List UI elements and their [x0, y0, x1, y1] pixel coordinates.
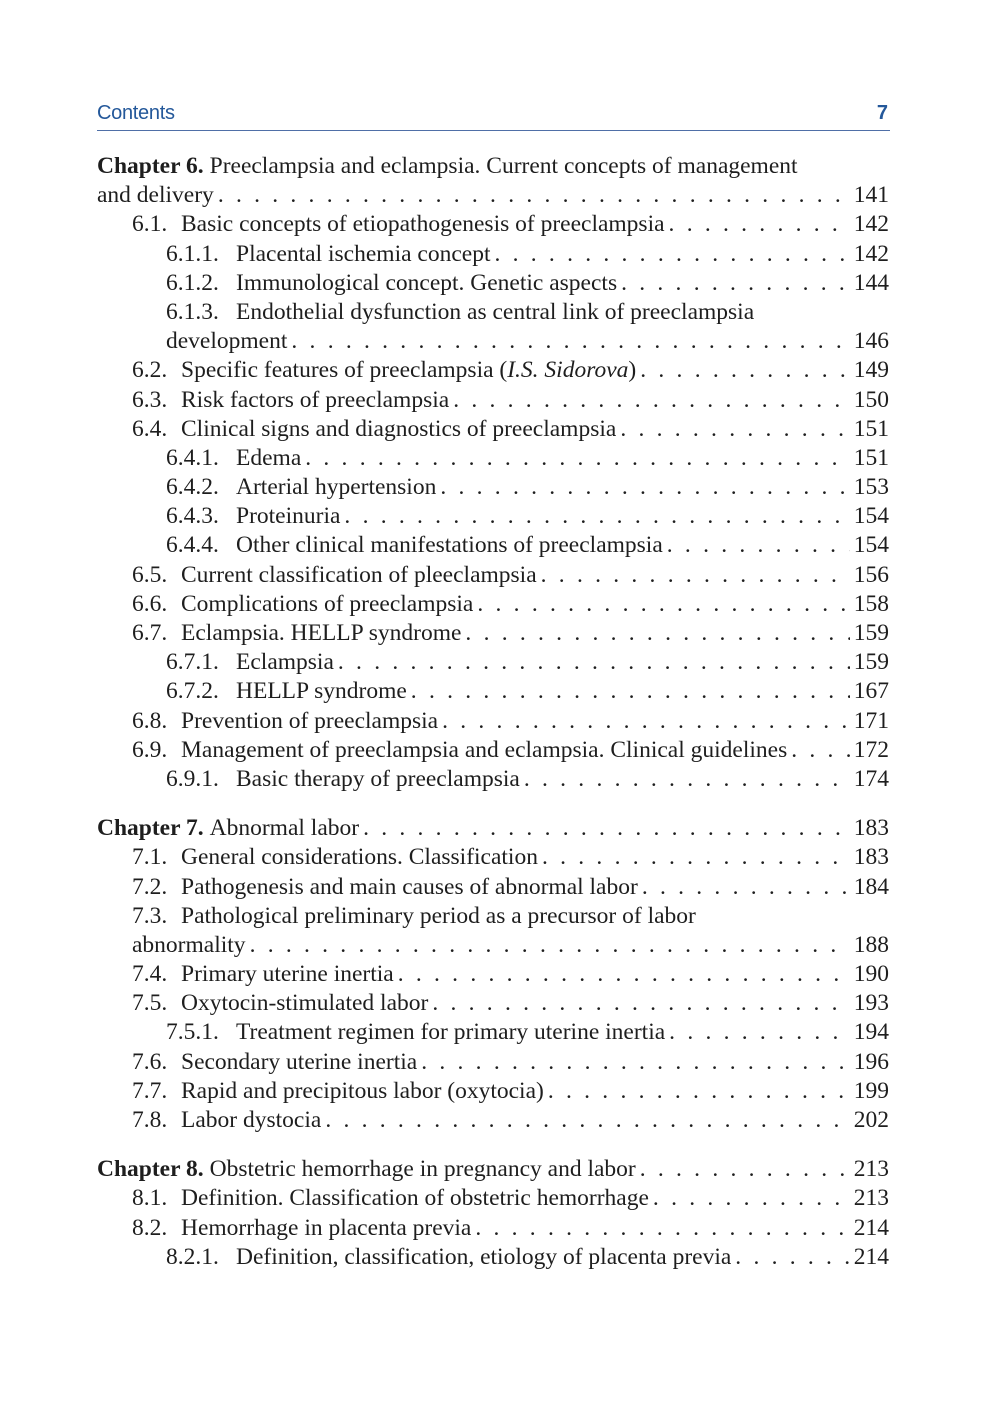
toc-entry: [97, 736, 889, 765]
section-title: Arterial hypertension: [236, 474, 437, 501]
toc-entry: [97, 1077, 889, 1106]
chapter-label: Chapter 8.: [97, 1156, 204, 1183]
chapter-7: [97, 814, 889, 1135]
table-of-contents: [97, 152, 889, 1292]
section-number: 7.6.: [132, 1048, 168, 1075]
section-number: 8.2.1.: [166, 1243, 219, 1270]
section-title: Basic therapy of preeclampsia: [236, 765, 520, 792]
page-ref: 183: [853, 815, 889, 842]
chapter-8: [97, 1155, 889, 1272]
section-number: 6.1.3.: [166, 298, 219, 325]
toc-entry: [97, 960, 889, 989]
section-number: 8.2.: [132, 1214, 168, 1241]
section-number: 6.1.1.: [166, 240, 219, 267]
section-number: 7.5.1.: [166, 1019, 219, 1046]
section-title: Placental ischemia concept: [236, 240, 491, 267]
chapter-8-heading: [97, 1155, 889, 1184]
page-ref: 142: [853, 211, 889, 238]
toc-entry: [97, 873, 889, 902]
section-title: Hemorrhage in placenta previa: [181, 1214, 472, 1241]
section-title: Pathological preliminary period as a precursor of labor: [181, 902, 696, 929]
chapter-7-heading: [97, 814, 889, 843]
dot-leader: [642, 873, 850, 902]
toc-entry: [97, 1184, 889, 1213]
section-title: Clinical signs and diagnostics of preeclampsia: [181, 415, 617, 442]
chapter-label: Chapter 7.: [97, 815, 204, 842]
dot-leader: [475, 1214, 849, 1243]
running-head: [97, 100, 890, 131]
toc-entry-continued: [97, 327, 889, 356]
dot-leader: [791, 736, 850, 765]
section-title: Definition, classification, etiology of placenta previa: [236, 1243, 732, 1270]
section-number: 6.4.3.: [166, 503, 219, 530]
page-ref: 196: [853, 1048, 889, 1075]
section-title: Eclampsia. HELLP syndrome: [181, 620, 462, 646]
section-title: Rapid and precipitous labor (oxytocia): [181, 1077, 544, 1104]
page-ref: 151: [853, 444, 889, 471]
dot-leader: [305, 444, 850, 473]
page-ref: 214: [853, 1214, 889, 1241]
page-ref: 202: [853, 1107, 889, 1133]
toc-entry: [97, 473, 889, 502]
page-ref: 153: [853, 474, 889, 501]
page-ref: 167: [853, 678, 889, 705]
section-title: HELLP syndrome: [236, 678, 407, 705]
dot-leader: [620, 415, 849, 444]
section-title: Management of preeclampsia and eclampsia. Clinical guidelines: [181, 736, 788, 763]
dot-leader: [411, 677, 850, 706]
chapter-title: Abnormal labor: [209, 815, 360, 842]
section-number: 6.9.: [132, 736, 168, 763]
toc-entry: [97, 386, 889, 415]
page-ref: 193: [853, 990, 889, 1017]
page-ref: 151: [853, 415, 889, 442]
page-ref: 144: [853, 269, 889, 296]
dot-leader: [669, 1018, 850, 1047]
section-title: Basic concepts of etiopathogenesis of preeclampsia: [181, 211, 665, 238]
toc-entry-continued: [97, 931, 889, 960]
page-ref: 154: [853, 503, 889, 530]
section-number: 6.4.1.: [166, 444, 219, 471]
dot-leader: [621, 269, 850, 298]
section-number: 6.7.: [132, 620, 168, 646]
dot-leader: [640, 356, 850, 385]
section-title: Immunological concept. Genetic aspects: [236, 269, 618, 296]
section-number: 6.3.: [132, 386, 168, 413]
section-number: 7.3.: [132, 902, 168, 929]
section-title: Definition. Classification of obstetric hemorrhage: [181, 1185, 649, 1212]
section-number: 6.7.1.: [166, 649, 219, 676]
toc-entry: [97, 1018, 889, 1047]
dot-leader: [432, 989, 849, 1018]
section-title: Proteinuria: [236, 503, 341, 530]
chapter-title-continued: and delivery: [97, 182, 214, 209]
toc-entry: [97, 1243, 889, 1272]
toc-entry: [97, 444, 889, 473]
section-title: Secondary uterine inertia: [181, 1048, 418, 1075]
section-number: 6.2.: [132, 357, 168, 384]
dot-leader: [541, 561, 850, 590]
section-number: 7.1.: [132, 844, 168, 871]
section-number: 6.7.2.: [166, 678, 219, 705]
toc-entry: [97, 356, 889, 385]
section-title: Primary uterine inertia: [181, 961, 394, 988]
section-number: 7.5.: [132, 990, 168, 1017]
page-ref: 183: [853, 844, 889, 871]
dot-leader: [542, 843, 850, 872]
page-ref: 194: [853, 1019, 889, 1046]
dot-leader: [338, 648, 850, 677]
dot-leader: [363, 814, 850, 843]
page-ref: 199: [853, 1077, 889, 1104]
chapter-6-heading: [97, 152, 889, 181]
section-title-continued: abnormality: [132, 931, 246, 958]
toc-entry: [97, 590, 889, 619]
section-title: Endothelial dysfunction as central link of preeclampsia: [236, 298, 755, 325]
section-number: 8.1.: [132, 1185, 168, 1212]
page-ref: 171: [853, 707, 889, 734]
section-number: 6.5.: [132, 561, 168, 588]
page-number: 7: [876, 102, 888, 124]
page-ref: 159: [853, 620, 889, 646]
page-ref: 214: [853, 1243, 889, 1270]
section-number: 7.7.: [132, 1077, 168, 1104]
toc-entry: [97, 1106, 889, 1135]
section-title: Prevention of preeclampsia: [181, 707, 439, 734]
dot-leader: [344, 502, 849, 531]
section-title-end: ): [628, 357, 637, 384]
page-ref: 159: [853, 649, 889, 676]
toc-entry: [97, 561, 889, 590]
toc-entry: [97, 269, 889, 298]
dot-leader: [398, 960, 850, 989]
dot-leader: [548, 1077, 850, 1106]
toc-entry: [97, 648, 889, 677]
section-title: Treatment regimen for primary uterine inertia: [236, 1019, 666, 1046]
dot-leader: [653, 1184, 850, 1213]
section-title-continued: development: [166, 328, 288, 355]
section-number: 6.4.4.: [166, 532, 219, 559]
dot-leader: [218, 181, 850, 210]
section-title: Other clinical manifestations of preeclampsia: [236, 532, 663, 559]
section-title: [181, 356, 636, 385]
page-ref: 150: [853, 386, 889, 413]
section-title: Eclampsia: [236, 649, 334, 676]
toc-entry: [97, 707, 889, 736]
toc-entry: [97, 619, 889, 648]
section-title: Pathogenesis and main causes of abnormal labor: [181, 873, 638, 900]
page-ref: 154: [853, 532, 889, 559]
page-ref: 190: [853, 961, 889, 988]
dot-leader: [494, 240, 849, 269]
section-title: Oxytocin-stimulated labor: [181, 990, 429, 1017]
toc-entry: [97, 989, 889, 1018]
section-title: Labor dystocia: [181, 1107, 322, 1133]
page-ref: 188: [853, 931, 889, 958]
toc-entry: [97, 415, 889, 444]
toc-entry: [97, 1048, 889, 1077]
toc-entry: [97, 843, 889, 872]
running-head-title: Contents: [97, 102, 175, 124]
toc-entry: [97, 181, 889, 210]
page-ref: 141: [853, 182, 889, 209]
chapter-label: Chapter 6.: [97, 153, 204, 179]
dot-leader: [477, 590, 849, 619]
toc-entry: [97, 210, 889, 239]
toc-entry: [97, 1214, 889, 1243]
chapter-title: Obstetric hemorrhage in pregnancy and labor: [209, 1156, 636, 1183]
section-number: 6.6.: [132, 590, 168, 617]
toc-entry: [97, 902, 889, 931]
section-number: 6.4.: [132, 415, 168, 442]
section-title: Complications of preeclampsia: [181, 590, 474, 617]
section-number: 6.1.2.: [166, 269, 219, 296]
toc-entry: [97, 765, 889, 794]
section-title: Edema: [236, 444, 302, 471]
dot-leader: [442, 707, 850, 736]
dot-leader: [453, 386, 850, 415]
toc-entry: [97, 298, 889, 327]
page-ref: 146: [853, 328, 889, 355]
chapter-6: [97, 152, 889, 794]
section-number: 7.4.: [132, 961, 168, 988]
dot-leader: [667, 531, 850, 560]
page-ref: 174: [853, 765, 889, 792]
page-ref: 142: [853, 240, 889, 267]
toc-entry: [97, 240, 889, 269]
page-ref: 156: [853, 561, 889, 588]
section-number: 6.8.: [132, 707, 168, 734]
page-ref: 213: [853, 1156, 889, 1183]
chapter-title: Preeclampsia and eclampsia. Current concepts of management: [209, 153, 798, 179]
page-ref: 149: [853, 357, 889, 384]
toc-entry: [97, 531, 889, 560]
dot-leader: [250, 931, 850, 960]
section-number: 6.9.1.: [166, 765, 219, 792]
page-ref: 158: [853, 590, 889, 617]
dot-leader: [325, 1106, 849, 1135]
section-number: 6.1.: [132, 211, 168, 238]
toc-entry: [97, 677, 889, 706]
dot-leader: [440, 473, 849, 502]
section-title: Risk factors of preeclampsia: [181, 386, 450, 413]
dot-leader: [465, 619, 849, 648]
page-ref: 184: [853, 873, 889, 900]
section-number: 6.4.2.: [166, 474, 219, 501]
dot-leader: [524, 765, 850, 794]
dot-leader: [421, 1048, 850, 1077]
section-title-text: Specific features of preeclampsia (: [181, 357, 508, 384]
dot-leader: [735, 1243, 849, 1272]
section-title: Current classification of pleeclampsia: [181, 561, 537, 588]
section-number: 7.2.: [132, 873, 168, 900]
page-ref: 213: [853, 1185, 889, 1212]
page-ref: 172: [853, 736, 889, 763]
dot-leader: [291, 327, 849, 356]
section-title: General considerations. Classification: [181, 844, 538, 871]
toc-entry: [97, 502, 889, 531]
dot-leader: [640, 1155, 850, 1184]
section-number: 7.8.: [132, 1107, 168, 1133]
author-name: I.S. Sidorova: [507, 357, 629, 384]
dot-leader: [669, 210, 850, 239]
